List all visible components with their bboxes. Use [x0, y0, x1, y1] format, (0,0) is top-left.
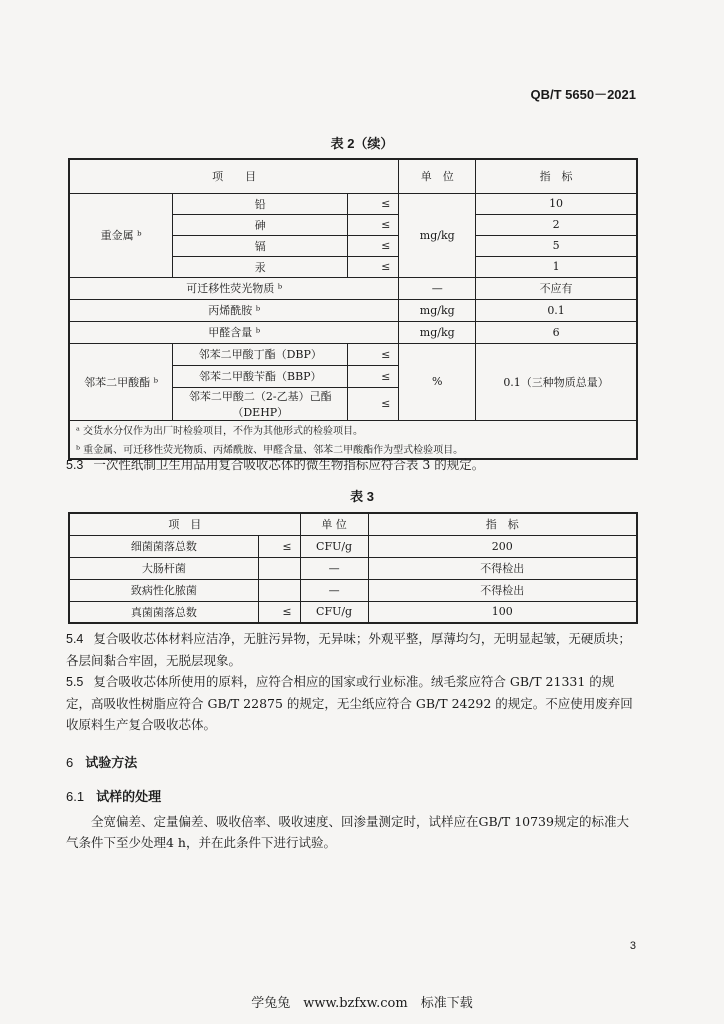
row-value: 10 — [476, 193, 637, 214]
row-name: 可迁移性荧光物质 ᵇ — [69, 277, 399, 299]
row-value: 6 — [476, 321, 637, 343]
table-row — [69, 535, 637, 557]
row-name: 邻苯二甲酸二（2-乙基）己酯（DEHP） — [173, 387, 348, 420]
row-value: 不得检出 — [368, 579, 637, 601]
row-value: 200 — [368, 535, 637, 557]
document-code: QB/T 5650－2021 — [530, 87, 636, 102]
table2-header-item: 项 目 — [69, 159, 399, 193]
le-symbol: ≤ — [348, 193, 399, 214]
section-text: 复合吸收芯体所使用的原料，应符合相应的国家或行业标准。绒毛浆应符合 GB/T 21331 的规定，高吸收性树脂应符合 GB/T 22875 的规定，无尘纸应符合 GB/T 24292 的规定。不应使用废弃回收原料生产复合吸收芯体。 — [66, 674, 633, 732]
table3-header-item: 项 目 — [69, 513, 300, 535]
le-symbol: ≤ — [348, 387, 399, 420]
row-value: 1 — [476, 256, 637, 277]
le-symbol — [258, 557, 300, 579]
row-unit: mg/kg — [399, 321, 476, 343]
table2-note-b: ᵇ 重金属、可迁移性荧光物质、丙烯酰胺、甲醛含量、邻苯二甲酸酯作为型式检验项目。 — [69, 439, 637, 459]
table3 — [68, 512, 638, 624]
row-name: 铅 — [173, 193, 348, 214]
footer-watermark: 学兔兔 www.bzfxw.com 标准下载 — [251, 996, 473, 1011]
section-number: 5.5 — [66, 675, 84, 689]
row-name: 真菌菌落总数 — [69, 601, 258, 623]
section-number: 6.1 — [66, 789, 85, 804]
table2-note-row — [69, 420, 637, 439]
section-number: 6 — [66, 755, 74, 770]
table3-header-row — [69, 513, 637, 535]
table-row — [69, 579, 637, 601]
table-row — [69, 343, 637, 365]
le-symbol: ≤ — [348, 256, 399, 277]
section-text: 复合吸收芯体材料应洁净，无脏污异物，无异味；外观平整，厚薄均匀，无明显起皱，无硬质块；各层间黏合牢固，无脱层现象。 — [66, 631, 631, 668]
row-unit: — — [300, 557, 368, 579]
section-5-3 — [66, 454, 638, 476]
section-6-1-heading — [66, 786, 161, 805]
phthalate-value: 0.1（三种物质总量） — [476, 343, 637, 420]
table2-header-row — [69, 159, 637, 193]
table-row — [69, 557, 637, 579]
row-name: 大肠杆菌 — [69, 557, 258, 579]
section-title: 试验方法 — [85, 755, 138, 770]
phthalate-unit: % — [399, 343, 476, 420]
row-name: 邻苯二甲酸丁酯（DBP） — [173, 343, 348, 365]
le-symbol: ≤ — [348, 365, 399, 387]
table-row — [69, 299, 637, 321]
table2 — [68, 158, 638, 460]
row-name: 细菌菌落总数 — [69, 535, 258, 557]
paragraph-6-1: 全宽偏差、定量偏差、吸收倍率、吸收速度、回渗量测定时，试样应在GB/T 10739规定的标准大气条件下至少处理4 h，并在此条件下进行试验。 — [66, 814, 629, 850]
table2-header-unit: 单 位 — [399, 159, 476, 193]
section-5-5 — [66, 671, 638, 735]
section-title: 试样的处理 — [96, 789, 162, 804]
phthalate-label: 邻苯二甲酸酯 ᵇ — [69, 343, 173, 420]
section-number: 5.3 — [66, 458, 84, 472]
heavy-metal-unit: mg/kg — [399, 193, 476, 277]
heavy-metal-label: 重金属 ᵇ — [69, 193, 173, 277]
row-unit: CFU/g — [300, 535, 368, 557]
row-name: 镉 — [173, 235, 348, 256]
row-unit: — — [300, 579, 368, 601]
table3-header-index: 指 标 — [368, 513, 637, 535]
row-unit: mg/kg — [399, 299, 476, 321]
section-number: 5.4 — [66, 632, 84, 646]
section-5-4 — [66, 628, 638, 671]
row-name: 汞 — [173, 256, 348, 277]
row-unit: CFU/g — [300, 601, 368, 623]
table-row — [69, 277, 637, 299]
le-symbol: ≤ — [258, 535, 300, 557]
le-symbol: ≤ — [348, 235, 399, 256]
row-value: 不应有 — [476, 277, 637, 299]
row-value: 5 — [476, 235, 637, 256]
table3-caption: 表 3 — [350, 489, 374, 504]
le-symbol: ≤ — [348, 343, 399, 365]
row-name: 甲醛含量 ᵇ — [69, 321, 399, 343]
row-name: 邻苯二甲酸苄酯（BBP） — [173, 365, 348, 387]
page-number: 3 — [629, 940, 636, 952]
table2-note-a: ᵃ 交货水分仅作为出厂时检验项目，不作为其他形式的检验项目。 — [69, 420, 637, 439]
le-symbol: ≤ — [258, 601, 300, 623]
row-value: 0.1 — [476, 299, 637, 321]
row-value: 不得检出 — [368, 557, 637, 579]
table-row — [69, 601, 637, 623]
row-value: 100 — [368, 601, 637, 623]
row-value: 2 — [476, 214, 637, 235]
row-name: 致病性化脓菌 — [69, 579, 258, 601]
table3-header-unit: 单 位 — [300, 513, 368, 535]
row-name: 丙烯酰胺 ᵇ — [69, 299, 399, 321]
table2-header-index: 指 标 — [476, 159, 637, 193]
le-symbol — [258, 579, 300, 601]
section-6-heading — [66, 752, 137, 771]
row-name: 砷 — [173, 214, 348, 235]
table2-caption: 表 2（续） — [330, 136, 394, 151]
section-text: 一次性纸制卫生用品用复合吸收芯体的微生物指标应符合表 3 的规定。 — [93, 457, 485, 472]
table-row — [69, 193, 637, 214]
row-unit: — — [399, 277, 476, 299]
table-row — [69, 321, 637, 343]
le-symbol: ≤ — [348, 214, 399, 235]
